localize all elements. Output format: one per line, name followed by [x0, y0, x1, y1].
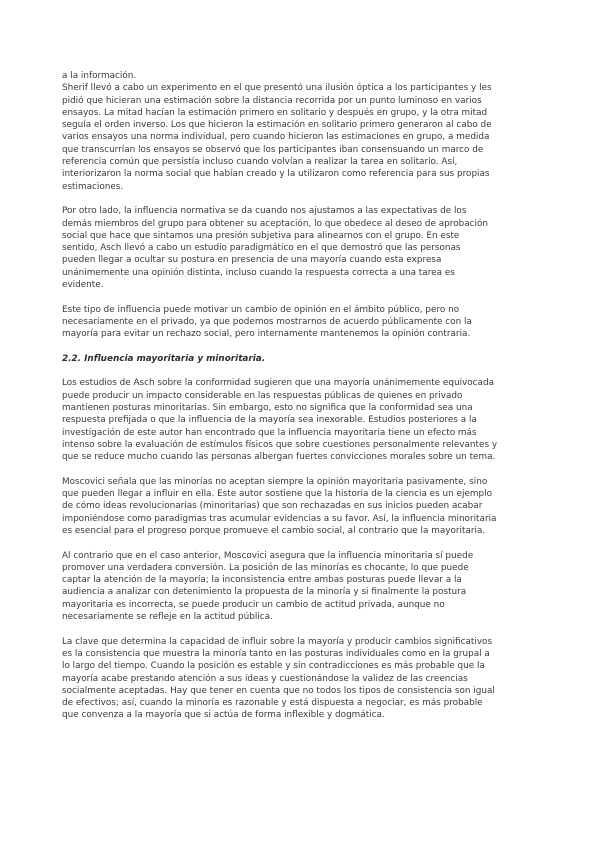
paragraph-moscovici-minorities — [62, 476, 554, 537]
text-line: unánimemente una opinión distinta, incluso cuando la respuesta correcta a una tarea es — [62, 267, 455, 278]
text-line: Moscovici señala que las minorías no aceptan siempre la opinión mayoritaria pasivamente, sino — [62, 476, 488, 487]
text-line: estimaciones. — [62, 181, 124, 192]
text-line: captar la atención de la mayoría; la inconsistencia entre ambas posturas puede llevar a la — [62, 575, 462, 586]
text-line: Este tipo de influencia puede motivar un cambio de opinión en el ámbito público, pero no — [62, 304, 460, 315]
section-heading: 2.2. Influencia mayoritaria y minoritaria. — [62, 353, 266, 364]
paragraph-normative-influence — [62, 205, 554, 291]
text-line: Sherif llevó a cabo un experimento en el que presentó una ilusión óptica a los participantes y les — [62, 83, 492, 94]
paragraph-conversion — [62, 550, 554, 624]
text-line: que transcurrían los ensayos se observó que los participantes iban consensuando un marco de — [62, 144, 484, 155]
text-line: de cómo ideas revolucionarias (minoritarias) que son rechazadas en sus inicios pueden acabar — [62, 501, 483, 512]
text-line: pidió que hicieran una estimación sobre la distancia recorrida por un punto luminoso en varios — [62, 95, 482, 106]
text-line: que se reduce mucho cuando las personas albergan fuertes convicciones morales sobre un tema. — [62, 452, 496, 463]
text-line: promover una verdadera conversión. La posición de las minorías es chocante, lo que puede — [62, 562, 469, 573]
paragraph-consistency — [62, 636, 554, 722]
text-line: a la información. — [62, 71, 137, 81]
text-line: socialmente aceptadas. Hay que tener en cuenta que no todos los tipos de consistencia son igual — [62, 685, 495, 696]
text-line: Al contrario que en el caso anterior, Moscovici asegura que la influencia minoritaria sí puede — [62, 550, 474, 561]
text-line: imponiéndose como paradigmas tras acumular evidencias a su favor. Así, la influencia minoritaria — [62, 513, 497, 524]
text-line: seguía el orden inverso. Los que hicieron la estimación en solitario primero generaron al cabo de — [62, 120, 492, 131]
text-line: varios ensayos una norma individual, pero cuando hicieron las estimaciones en grupo, a medida — [62, 132, 490, 143]
text-line: mayoritaria es incorrecta, se puede producir un cambio de actitud privada, aunque no — [62, 599, 445, 610]
text-line: evidente. — [62, 280, 104, 291]
text-line: de efectivos; así, cuando la minoría es razonable y está dispuesta a negociar, es más probable — [62, 698, 483, 709]
text-line: pueden llegar a ocultar su postura en presencia de una mayoría cuando esta expresa — [62, 255, 442, 266]
text-line: ensayos. La mitad hacían la estimación primero en solitario y después en grupo, y la otra mitad — [62, 107, 488, 118]
text-line: interiorizaron la norma social que habían creado y la utilizaron como referencia para sus propias — [62, 169, 490, 180]
text-line: Los estudios de Asch sobre la conformidad sugieren que una mayoría unánimemente equivocada — [62, 378, 494, 389]
text-line: referencia común que persistía incluso cuando volvían a realizar la tarea en solitario. Así, — [62, 157, 458, 168]
text-line: necesariamente en el privado, ya que podemos mostrarnos de acuerdo públicamente con la — [62, 316, 472, 327]
text-line: sentido, Asch llevó a cabo un estudio paradigmático en el que demostró que las personas — [62, 243, 461, 254]
document-page — [62, 70, 554, 734]
text-line: mayoría para evitar un rechazo social, pero internamente mantenemos la opinión contraria. — [62, 329, 471, 340]
text-line: investigación de este autor han encontrado que la influencia mayoritaria tiene un efecto más — [62, 427, 477, 438]
text-line: demás miembros del grupo para obtener su aceptación, lo que obedece al deseo de aprobación — [62, 218, 488, 229]
text-line: intenso sobre la evaluación de estímulos físicos que sobre cuestiones personalmente relevantes y — [62, 439, 498, 450]
paragraph-public-opinion — [62, 304, 554, 341]
text-line: mantienen posturas minoritarias. Sin embargo, esto no significa que la conformidad sea una — [62, 403, 473, 414]
text-line: social que hace que sintamos una presión subjetiva para alinearnos con el grupo. En este — [62, 230, 460, 241]
text-line: es la consistencia que muestra la minoría tanto en las posturas individuales como en la grupal a — [62, 648, 490, 659]
paragraph-asch-conformity — [62, 377, 554, 463]
text-line: puede producir un impacto considerable en las respuestas públicas de quienes en privado — [62, 390, 463, 401]
text-line: Por otro lado, la influencia normativa se da cuando nos ajustamos a las expectativas de los — [62, 206, 467, 217]
text-line: lo largo del tiempo. Cuando la posición es estable y sin contradicciones es más probable que la — [62, 661, 485, 672]
text-line: necesariamente se refleje en la actitud pública. — [62, 612, 273, 623]
paragraph-sherif — [62, 70, 554, 193]
text-line: La clave que determina la capacidad de influir sobre la mayoría y producir cambios significativos — [62, 636, 493, 647]
text-line: que convenza a la mayoría que si actúa de forma inflexible y dogmática. — [62, 710, 385, 721]
text-line: que pueden llegar a influir en ella. Este autor sostiene que la historia de la ciencia es un ejemplo — [62, 489, 492, 500]
text-line: mayoría acabe prestando atención a sus ideas y cuestionándose la validez de las creencias — [62, 673, 468, 684]
text-line: respuesta prefijada o que la influencia de la mayoría sea inexorable. Estudios posteriores a la — [62, 415, 477, 426]
text-line: audiencia a analizar con detenimiento la propuesta de la minoría y si finalmente la postura — [62, 587, 467, 598]
text-line: es esencial para el progreso porque promueve el cambio social, al contrario que la mayoritaria. — [62, 525, 486, 536]
